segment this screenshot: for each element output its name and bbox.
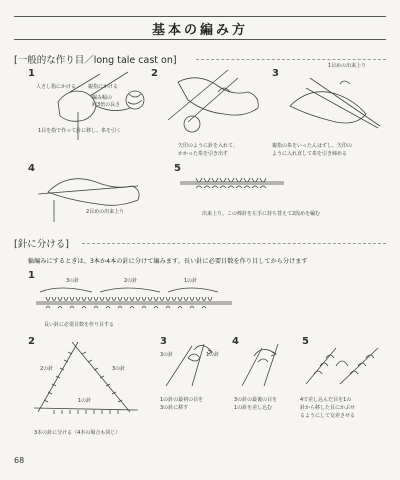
step-caption: 1の針の最初の目を [160,397,204,403]
step-caption: 針から移した目にかぶせ [300,405,356,411]
section-heading-divide: [針に分ける] [14,239,69,250]
label-needle-3: 3の針 [112,366,126,372]
label-needle-3: 3の針 [160,352,174,358]
section-heading-cast-on: [一般的な作り目／long tale cast on] [14,55,177,66]
long-needle-illustration [36,292,236,316]
step-caption: 3の針に移す [160,405,189,411]
step-caption: ように入れ直して糸を引き締める [272,151,348,157]
page-title-band [14,16,386,40]
transfer-stitch-illustration [164,340,226,390]
section-divider [196,59,386,60]
page-title: 基本の編み方 [151,22,248,38]
step-number: 1 [28,270,35,281]
label-needle-1: 1の針 [184,278,198,284]
step-number: 2 [28,336,35,347]
section-intro: 輪編みにするときは、3本か4本の針に分けて編みます。長い針に必要目数を作り目してから分けます [28,258,308,265]
step-caption: 長い針に必要目数を作り目する [44,322,115,328]
step-caption: 矢印のように針を入れて、 [178,143,238,149]
label-thumb: 親指にかける [88,84,119,90]
step-number: 1 [28,68,35,79]
step-caption: 3の針の最後の目を [234,397,278,403]
step-caption: 1目を指で作って針に移し、糸を引く [38,128,122,134]
label-length: 約3倍の長さ [92,102,121,108]
label-first-stitch: 1目めの出来上り [328,63,367,69]
step-caption: 出来上り。この棒針を左手に持ち替えて2段めを編む [202,211,321,217]
step-caption: 1の針を差し込む [234,405,273,411]
page-number: 68 [14,456,25,465]
step-caption: かかった糸を引き出す [178,151,229,157]
step-caption: 4で差し込んだ目を1の [300,397,352,403]
insert-needle-illustration [236,340,296,390]
step-caption: 3本の針に分ける（4本の場合も同じ） [34,430,121,436]
label-second-stitch: 2目めの出来上り [86,209,125,215]
cross-stitch-illustration [304,344,384,388]
label-needle-3: 3の針 [66,278,80,284]
step-number: 5 [302,336,309,347]
tighten-illustration [280,62,390,132]
finished-cast-on-illustration [178,174,288,198]
label-needle-1: 1の針 [206,352,220,358]
label-needle-1: 1の針 [78,398,92,404]
step-number: 3 [160,336,167,347]
step-number: 5 [174,163,181,174]
step-number: 2 [151,68,158,79]
section-divider [82,243,386,244]
label-index-finger: 人さし指にかける [36,84,77,90]
step-caption: るようにして交差させる [300,413,356,419]
step-caption: 親指の糸をいったんはずし、矢印の [272,143,353,149]
label-width: 編み幅の [92,95,113,101]
step-number: 4 [232,336,239,347]
label-needle-2: 2の針 [124,278,138,284]
label-needle-2: 2の針 [40,366,54,372]
needle-insert-illustration [158,62,268,142]
triangle-needles-illustration [34,338,144,422]
step-number: 4 [28,163,35,174]
step-number: 3 [272,68,279,79]
